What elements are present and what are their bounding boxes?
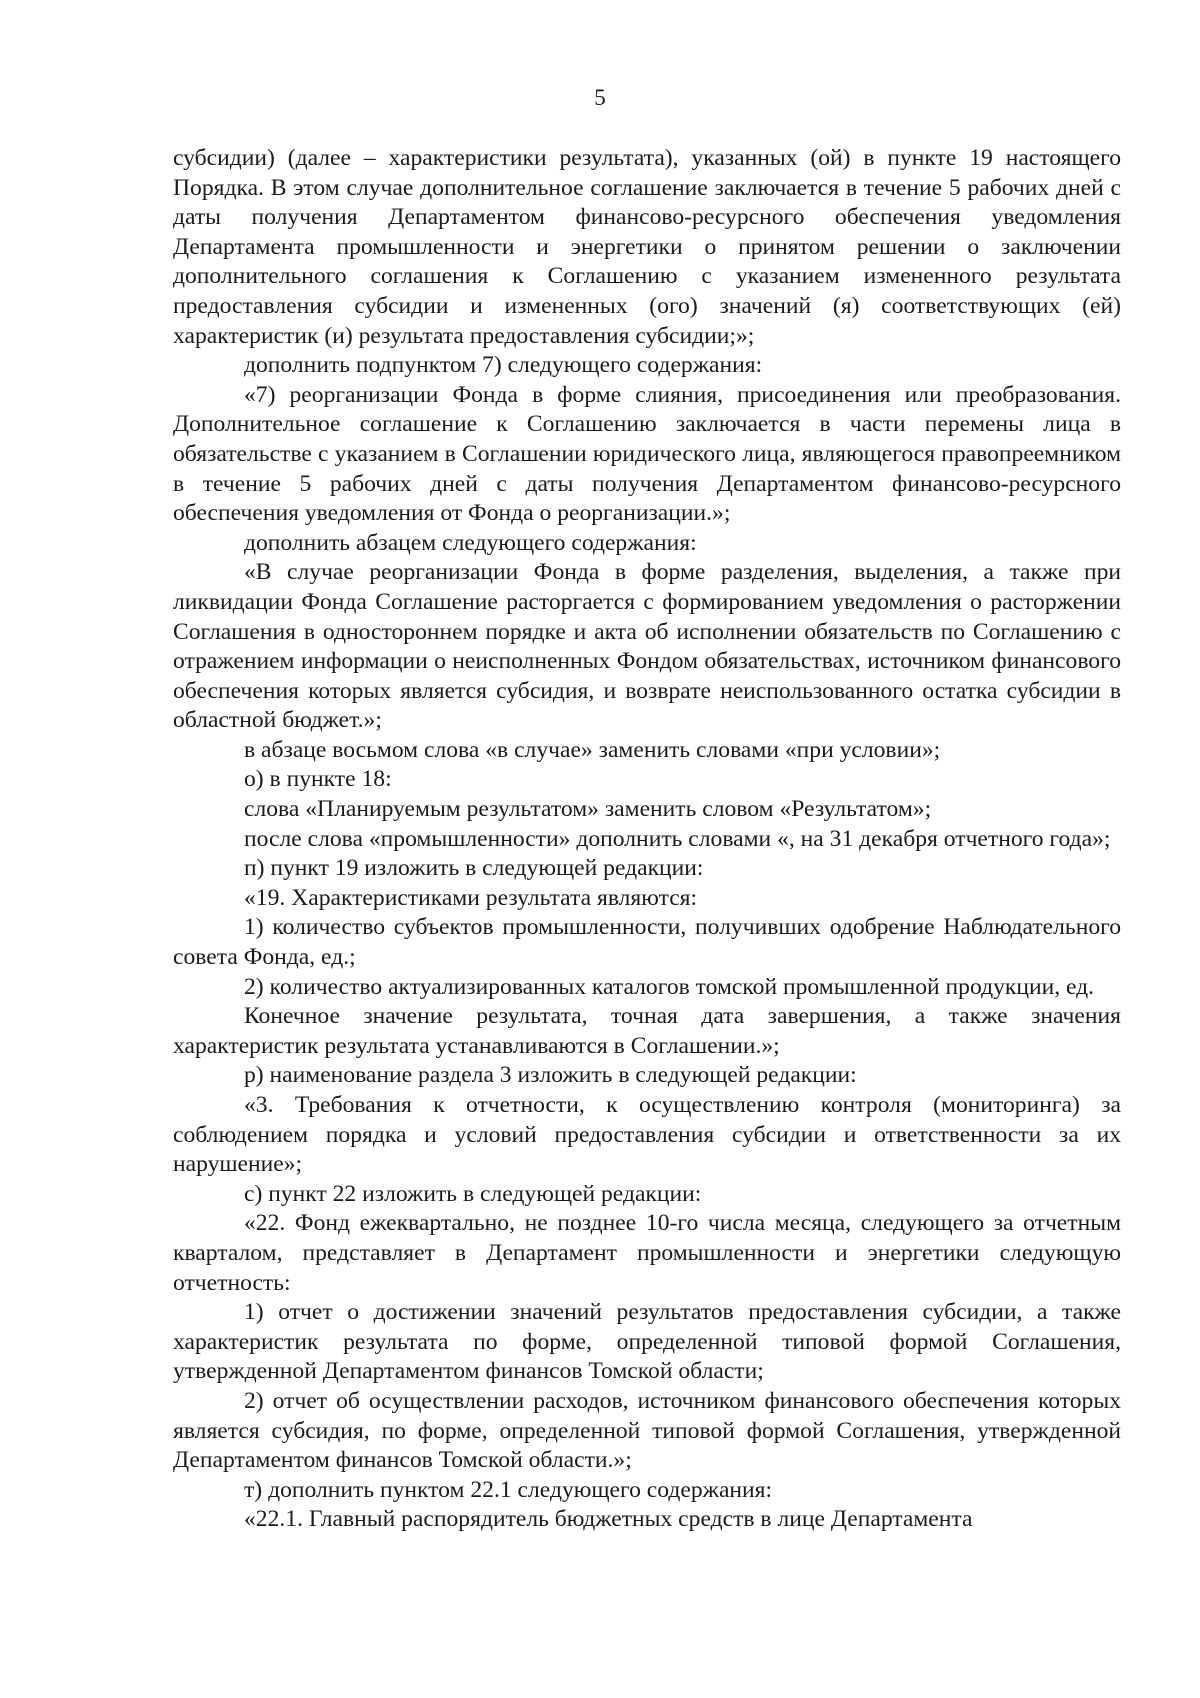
- paragraph: после слова «промышленности» дополнить словами «, на 31 декабря отчетного года»;: [244, 825, 1111, 852]
- paragraph: «19. Характеристиками результата являются:: [244, 884, 698, 911]
- paragraph: слова «Планируемым результатом» заменить словом «Результатом»;: [244, 796, 932, 823]
- paragraph: с) пункт 22 изложить в следующей редакции:: [244, 1180, 702, 1207]
- paragraph: дополнить абзацем следующего содержания:: [244, 529, 697, 556]
- paragraph: 1) количество субъектов промышленности, получивших одобрение Наблюдательного совета Фонда, ед.;: [173, 914, 1121, 971]
- paragraph: «3. Требования к отчетности, к осуществлению контроля (мониторинга) за соблюдением порядка и условий предоставления субсидии и ответственности за их нарушение»;: [173, 1092, 1121, 1178]
- paragraph: в абзаце восьмом слова «в случае» заменить словами «при условии»;: [244, 736, 941, 763]
- paragraph: 2) отчет об осуществлении расходов, источником финансового обеспечения которых является субсидия, по форме, определенной типовой формой Соглашения, утвержденной Департаментом финансов Томской области.»;: [173, 1387, 1121, 1474]
- paragraph: Конечное значение результата, точная дата завершения, а также значения характеристик результата устанавливаются в Соглашении.»;: [173, 1003, 1121, 1059]
- paragraph: т) дополнить пунктом 22.1 следующего содержания:: [244, 1476, 773, 1503]
- paragraph: о) в пункте 18:: [244, 766, 392, 793]
- paragraph: дополнить подпунктом 7) следующего содержания:: [244, 352, 763, 379]
- paragraph: «22.1. Главный распорядитель бюджетных средств в лице Департамента: [244, 1506, 973, 1533]
- page-number: 5: [594, 85, 606, 110]
- paragraph: п) пункт 19 изложить в следующей редакции:: [244, 855, 704, 882]
- paragraph: 1) отчет о достижении значений результатов предоставления субсидии, а также характеристик результата по форме, определенной типовой формой Соглашения, утвержденной Департаментом финансов Томской области;: [173, 1299, 1121, 1385]
- paragraph: 2) количество актуализированных каталогов томской промышленной продукции, ед.: [244, 973, 1095, 1000]
- document-body: [173, 144, 1121, 1535]
- paragraph: «В случае реорганизации Фонда в форме разделения, выделения, а также при ликвидации Фонда Соглашение расторгается с формированием уведомления о расторжении Соглашения в одностороннем порядке и акта об исполнении обязательств по Соглашению с отражением информации о неисполненных Фондом обязательствах, источником финансового обеспечения которых является субсидия, и возврате неиспользованного остатка субсидии в областной бюджет.»;: [173, 559, 1121, 734]
- paragraph: «22. Фонд ежеквартально, не позднее 10-го числа месяца, следующего за отчетным кварталом, представляет в Департамент промышленности и энергетики следующую отчетность:: [173, 1210, 1121, 1296]
- paragraph: «7) реорганизации Фонда в форме слияния, присоединения или преобразования. Дополнительное соглашение к Соглашению заключается в части перемены лица в обязательстве с указанием в Соглашении юридического лица, являющегося правопреемником в течение 5 рабочих дней с даты получения Департаментом финансово-ресурсного обеспечения уведомления от Фонда о реорганизации.»;: [173, 381, 1121, 527]
- paragraph: субсидии) (далее – характеристики результата), указанных (ой) в пункте 19 настоящего Порядка. В этом случае дополнительное соглашение заключается в течение 5 рабочих дней с даты получения Департаментом финансово-ресурсного обеспечения уведомления Департамента промышленности и энергетики о принятом решении о заключении дополнительного соглашения к Соглашению с указанием измененного результата предоставления субсидии и измененных (ого) значений (я) соответствующих (ей) характеристик (и) результата предоставления субсидии;»;: [173, 145, 1121, 349]
- paragraph: р) наименование раздела 3 изложить в следующей редакции:: [244, 1062, 857, 1089]
